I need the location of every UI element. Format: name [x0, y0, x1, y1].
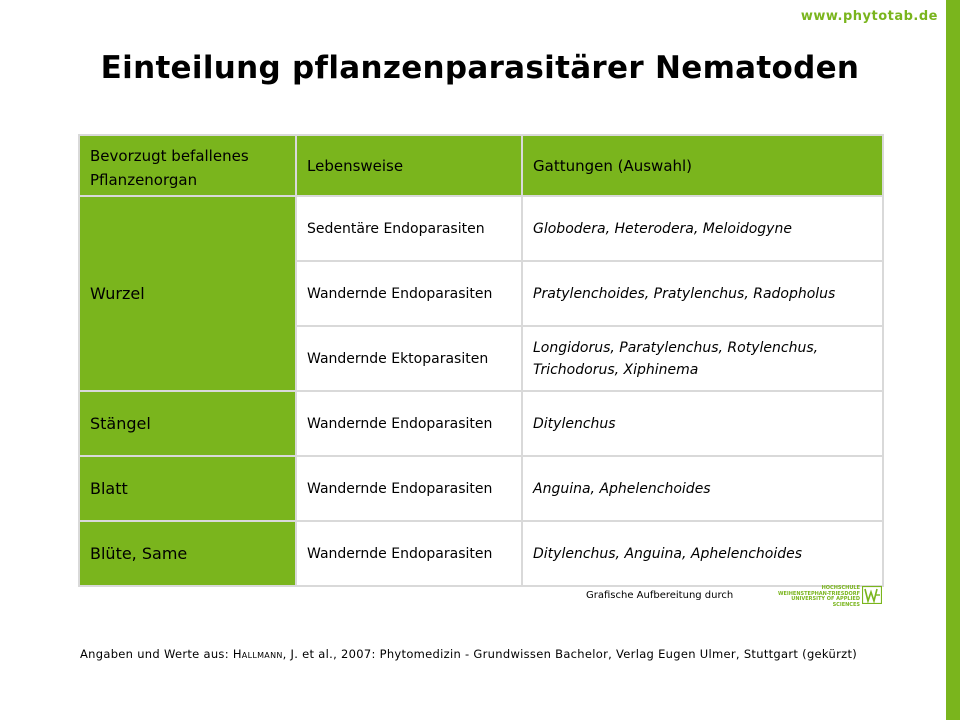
source-suffix: , J. et al., 2007: Phytomedizin - Grundwissen Bachelor, Verlag Eugen Ulmer, Stuttgart (gekürzt): [282, 647, 858, 661]
logo-line: HOCHSCHULE: [821, 585, 860, 591]
credit-text: Grafische Aufbereitung durch: [586, 590, 734, 601]
lifestyle-cell: Sedentäre Endoparasiten: [296, 196, 522, 261]
table-row: [79, 521, 883, 586]
lifestyle-cell: Wandernde Endoparasiten: [296, 456, 522, 521]
genera-cell: Globodera, Heterodera, Meloidogyne: [522, 196, 883, 261]
header-genera: Gattungen (Auswahl): [522, 135, 883, 196]
lifestyle-cell: Wandernde Endoparasiten: [296, 261, 522, 326]
organ-cell: Wurzel: [79, 196, 296, 391]
table-row: [79, 391, 883, 456]
table-row: [79, 196, 883, 261]
genera-cell: Anguina, Aphelenchoides: [522, 456, 883, 521]
header-organ: Bevorzugt befallenes Pflanzenorgan: [79, 135, 296, 196]
lifestyle-cell: Wandernde Endoparasiten: [296, 391, 522, 456]
site-url[interactable]: www.phytotab.de: [800, 9, 938, 24]
table-row: [79, 456, 883, 521]
organ-cell: Blüte, Same: [79, 521, 296, 586]
genera-cell: Pratylenchoides, Pratylenchus, Radopholus: [522, 261, 883, 326]
logo-line: UNIVERSITY OF APPLIED SCIENCES: [791, 596, 860, 608]
source-prefix: Angaben und Werte aus:: [80, 647, 233, 661]
right-accent-bar: [946, 0, 960, 720]
genera-cell: Ditylenchus, Anguina, Aphelenchoides: [522, 521, 883, 586]
organ-cell: Stängel: [79, 391, 296, 456]
page-title: Einteilung pflanzenparasitärer Nematoden: [100, 50, 860, 86]
lifestyle-cell: Wandernde Ektoparasiten: [296, 326, 522, 391]
organ-cell: Blatt: [79, 456, 296, 521]
nematode-table: [78, 134, 884, 587]
lifestyle-cell: Wandernde Endoparasiten: [296, 521, 522, 586]
genera-cell: Longidorus, Paratylenchus, Rotylenchus, Trichodorus, Xiphinema: [522, 326, 883, 391]
logo-line: WEIHENSTEPHAN-TRIESDORF: [777, 590, 860, 597]
header-lifestyle: Lebensweise: [296, 135, 522, 196]
genera-cell: Ditylenchus: [522, 391, 883, 456]
university-logo-icon: [862, 586, 882, 604]
university-logo-text: [764, 586, 860, 608]
source-citation: [80, 645, 870, 664]
table-header-row: [79, 135, 883, 196]
source-author: Hallmann: [232, 647, 283, 661]
